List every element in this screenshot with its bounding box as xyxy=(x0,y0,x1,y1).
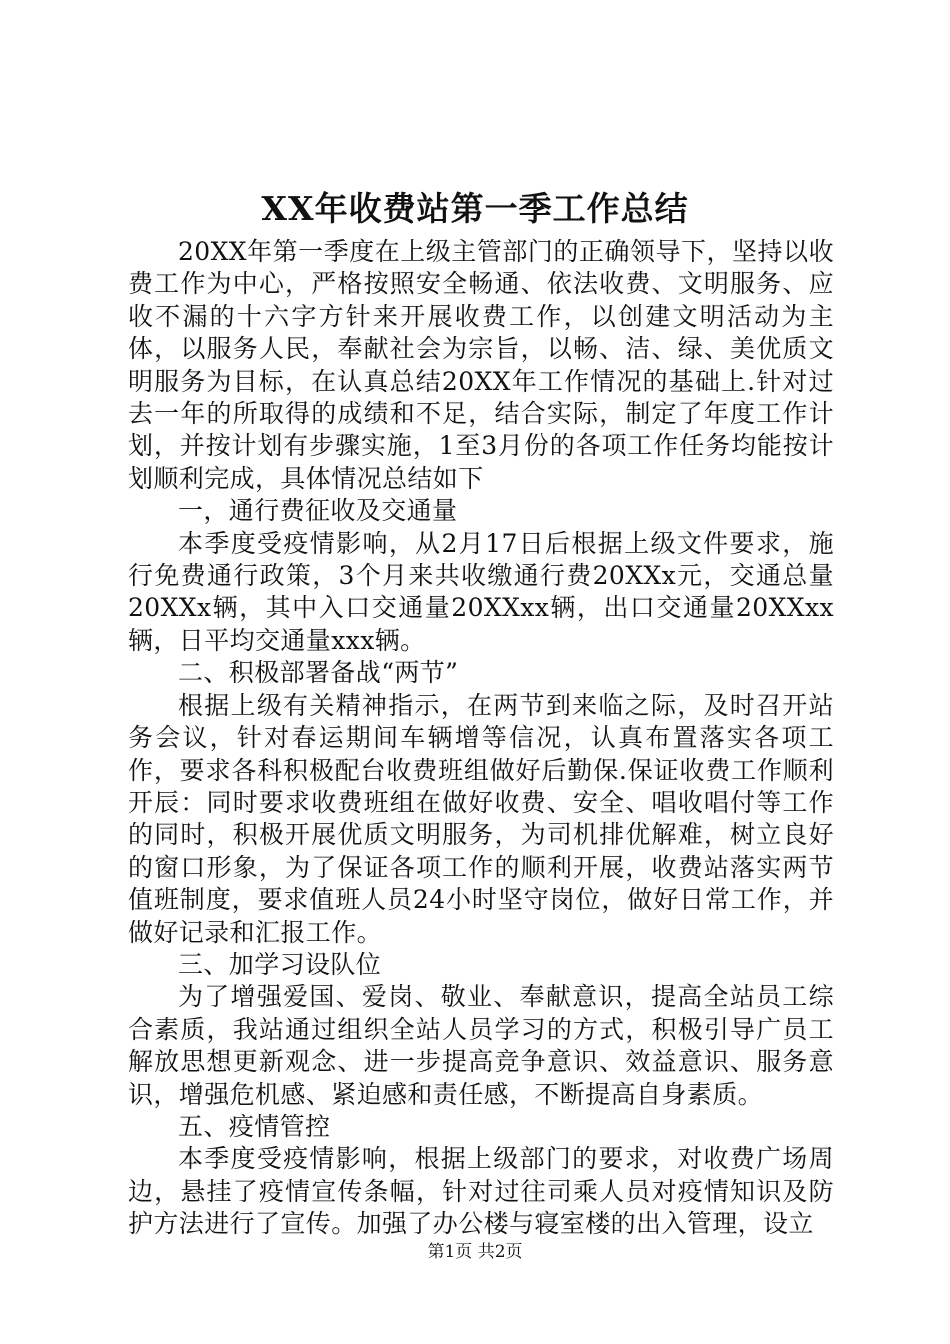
page-footer: 第1页 共2页 xyxy=(427,1242,523,1262)
section-heading-study: 三、加学习设队位 xyxy=(178,949,382,979)
paragraph-holidays: 根据上级有关精神指示，在两节到来临之际，及时召开站务会议，针对春运期间车辆增等信况，认真布置落实各项工作，要求各科积极配台收费班组做好后勤保.保证收费工作顺利开辰：同时要求收费班组在做好收费、安全、唱收唱付等工作的同时，积极开展优质文明服务，为司机排优解难，树立良好的窗口形象，为了保证各项工作的顺利开展，收费站落实两节值班制度，要求值班人员24小时坚守岗位，做好日常工作，并做好记录和汇报工作。 xyxy=(128,690,834,947)
paragraph-toll-collection: 本季度受疫情影响，从2月17日后根据上级文件要求，施行免费通行政策，3个月来共收缴通行费20XXx元，交通总量20XXx辆，其中入口交通量20XXxx辆，出口交通量20XXxx辆，日平均交通量xxx辆。 xyxy=(128,528,834,655)
section-heading-toll-collection: 一，通行费征收及交通量 xyxy=(178,496,458,526)
document-body xyxy=(128,236,834,1241)
paragraph-intro: 20XX年第一季度在上级主管部门的正确领导下，坚持以收费工作为中心，严格按照安全畅通、依法收费、文明服务、应收不漏的十六字方针来开展收费工作，以创建文明活动为主体，以服务人民，奉献社会为宗旨，以畅、洁、绿、美优质文明服务为目标，在认真总结20XX年工作情况的基础上.针对过去一年的所取得的成绩和不足，结合实际，制定了年度工作计划，并按计划有步骤实施，1至3月份的各项工作任务均能按计划顺利完成，具体情况总结如下 xyxy=(128,237,834,493)
paragraph-study: 为了增强爱国、爱岗、敬业、奉献意识，提高全站员工综合素质，我站通过组织全站人员学习的方式，积极引导广员工解放思想更新观念、进一步提高竞争意识、效益意识、服务意识，增强危机感、紧迫感和责任感，不断提高自身素质。 xyxy=(128,982,834,1109)
document-title: XX年收费站第一季工作总结 xyxy=(261,189,689,228)
section-heading-epidemic: 五、疫情管控 xyxy=(178,1111,331,1141)
section-heading-holidays: 二、积极部署备战“两节” xyxy=(178,658,459,688)
paragraph-epidemic: 本季度受疫情影响，根据上级部门的要求，对收费广场周边，悬挂了疫情宣传条幅，针对过往司乘人员对疫情知识及防护方法进行了宣传。加强了办公楼与寝室楼的出入管理，设立 xyxy=(128,1144,834,1239)
